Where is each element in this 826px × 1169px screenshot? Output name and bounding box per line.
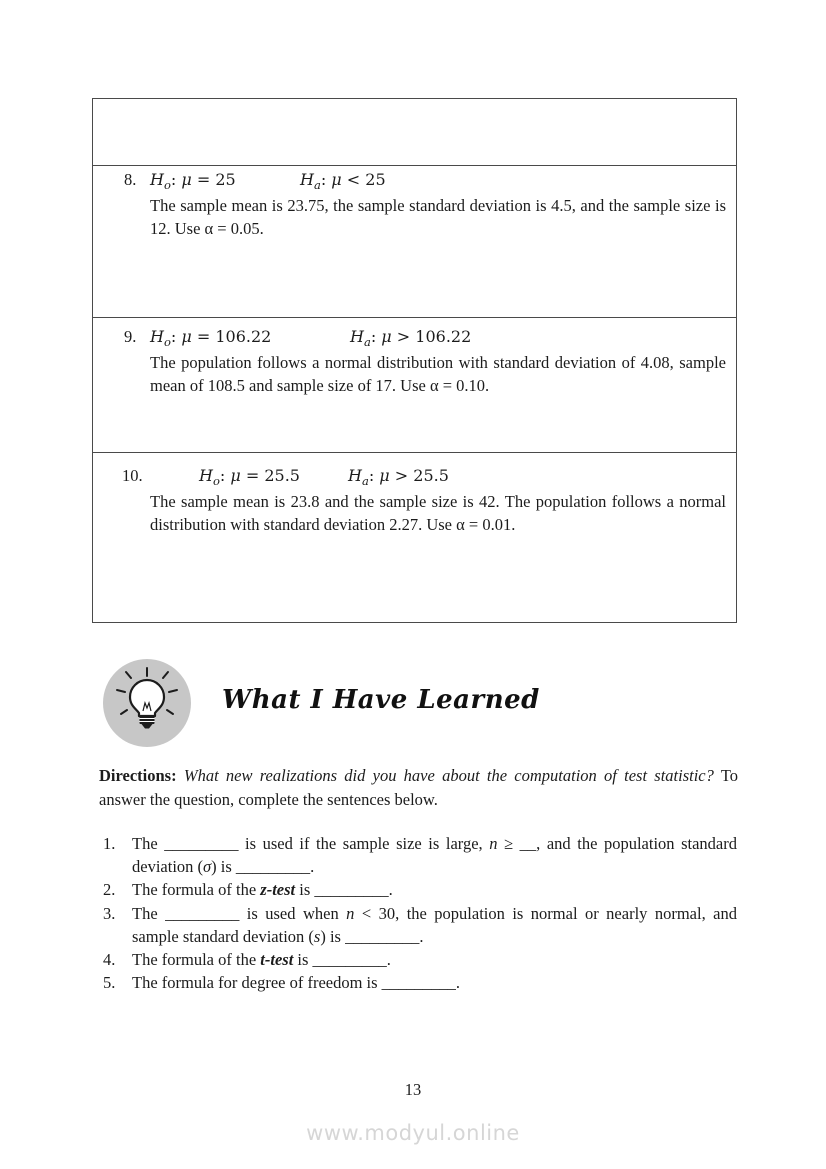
page-number: 13	[404, 1080, 422, 1099]
list-item-number: 4.	[103, 950, 116, 970]
problems-table	[92, 98, 737, 623]
list-item-number: 5.	[103, 973, 116, 993]
list-item-text: The formula of the z-test is _________.	[132, 880, 393, 900]
list-item	[103, 878, 737, 901]
null-hypothesis: $H_o$: μ = 106.22	[150, 327, 272, 350]
directions	[99, 764, 738, 811]
directions-rest: To answer the question, complete the sentences below.	[99, 766, 738, 809]
null-hypothesis: $H_o$: μ = 25.5	[199, 466, 300, 489]
list-item	[103, 971, 737, 994]
list-item	[103, 902, 737, 948]
list-item-number: 1.	[103, 834, 116, 853]
hypotheses-line	[150, 327, 726, 351]
list-item	[103, 832, 737, 878]
list-item-text: The _________ is used when n < 30, the population is normal or nearly normal, and sample standard deviation (s) is _________.	[132, 903, 737, 946]
section-title: What I Have Learned	[222, 685, 540, 715]
problem-number: 9.	[124, 327, 137, 346]
alternative-hypothesis: $H_a$: μ > 25.5	[348, 466, 449, 489]
list-item-text: The _________ is used if the sample size is large, n ≥ __, and the population standard deviation (σ) is _________.	[132, 834, 738, 877]
list-item	[103, 948, 737, 971]
null-hypothesis: $H_o$: μ = 25	[150, 170, 236, 193]
hypotheses-line	[150, 170, 726, 194]
problem-text: The sample mean is 23.8 and the sample size is 42. The population follows a normal distribution with standard deviation 2.27. Use α = 0.01.	[150, 491, 726, 534]
problem-text: The population follows a normal distribution with standard deviation of 4.08, sample mean of 108.5 and sample size of 17. Use α = 0.10.	[150, 352, 726, 395]
problem-text: The sample mean is 23.75, the sample standard deviation is 4.5, and the sample size is 12. Use α = 0.05.	[150, 195, 726, 238]
list-item-text: The formula of the t-test is _________.	[132, 950, 391, 970]
fill-in-list	[103, 832, 737, 994]
list-item-number: 2.	[103, 880, 116, 900]
table-row-problem-9	[93, 318, 736, 453]
table-row-problem-10	[93, 453, 736, 622]
problem-number: 8.	[124, 170, 137, 189]
directions-question: What new realizations did you have about the computation of test statistic?	[176, 766, 714, 785]
alternative-hypothesis: $H_a$: μ < 25	[300, 170, 386, 193]
hypotheses-line	[150, 466, 726, 490]
table-row-empty	[93, 99, 736, 166]
watermark: www.modyul.online	[306, 1121, 520, 1145]
list-item-number: 3.	[103, 903, 116, 923]
table-row-problem-8	[93, 166, 736, 318]
alternative-hypothesis: $H_a$: μ > 106.22	[350, 327, 472, 350]
problem-number: 10.	[122, 466, 143, 485]
list-item-text: The formula for degree of freedom is _________.	[132, 973, 461, 993]
lightbulb-icon	[103, 659, 191, 747]
directions-label: Directions:	[99, 766, 177, 785]
